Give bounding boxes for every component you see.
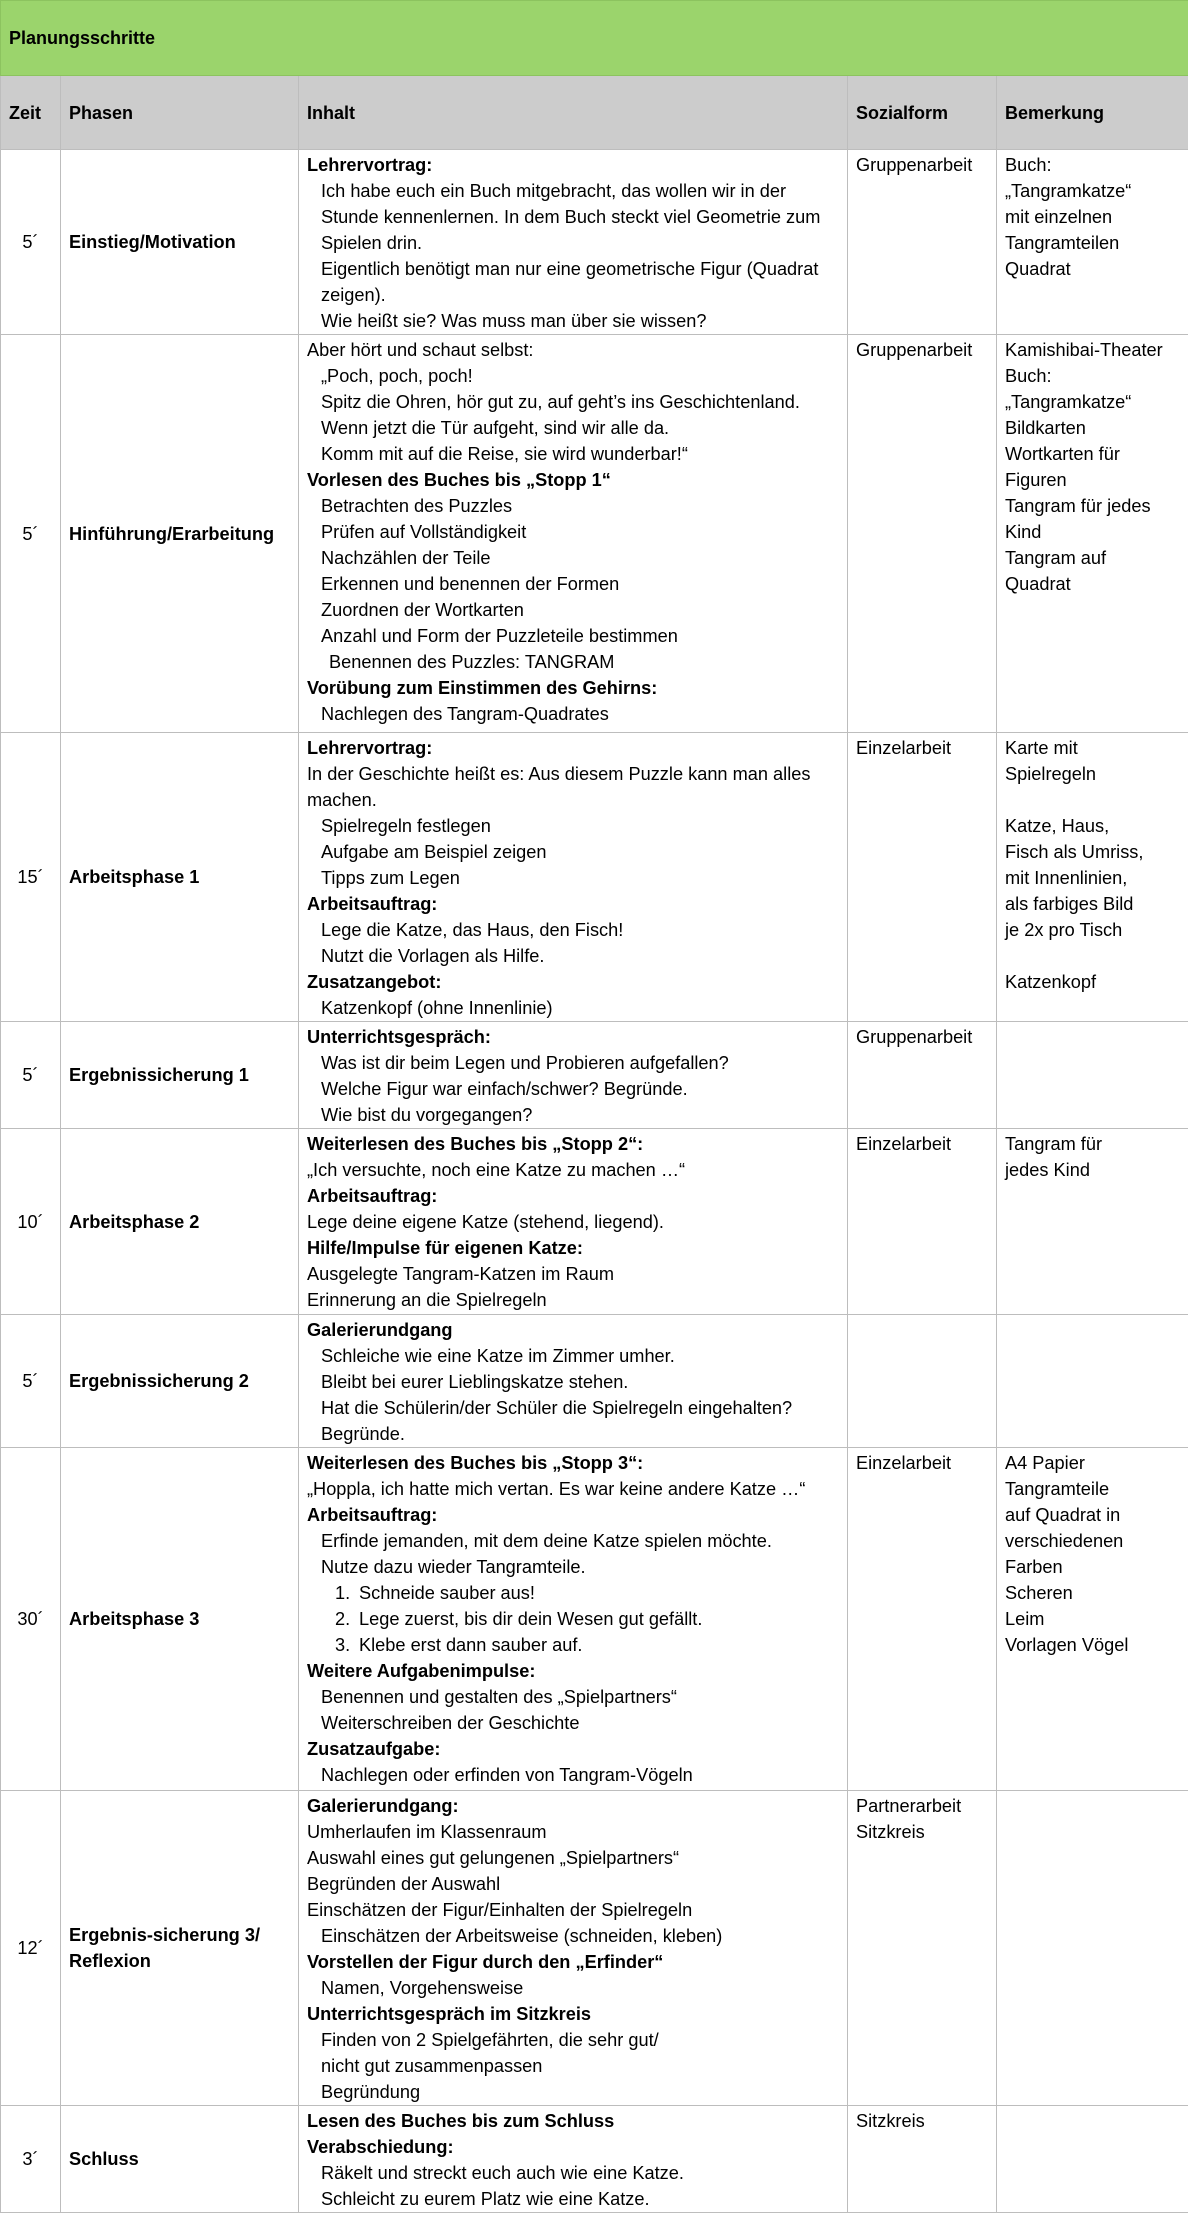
cell-zeit: 5´ [1,1022,61,1129]
text-line: Begründung [307,2079,839,2105]
text-line: machen. [307,787,839,813]
text-line: mit einzelnen [1005,204,1180,230]
phase-label: Arbeitsphase 2 [69,1209,290,1235]
cell-sozialform [848,2106,997,2213]
cell-bemerkung [997,1791,1188,2106]
text-line: Erfinde jemanden, mit dem deine Katze spielen möchte. [307,1528,839,1554]
header-inhalt: Inhalt [299,76,848,150]
cell-phase [61,1448,299,1791]
text-line: Unterrichtsgespräch: [307,1024,839,1050]
text-line: Spielregeln festlegen [307,813,839,839]
text-line: Vorlagen Vögel [1005,1632,1180,1658]
cell-sozialform [848,1315,997,1448]
text-line: Kind [1005,519,1180,545]
header-zeit: Zeit [1,76,61,150]
cell-sozialform [848,1448,997,1791]
text-line: Arbeitsauftrag: [307,891,839,917]
text-line: Partnerarbeit [856,1793,988,1819]
phase-label: Ergebnis-sicherung 3/ [69,1922,290,1948]
text-line: Welche Figur war einfach/schwer? Begründe. [307,1076,839,1102]
text-line: Figuren [1005,467,1180,493]
text-line: Weiterlesen des Buches bis „Stopp 2“: [307,1131,839,1157]
text-line: auf Quadrat in [1005,1502,1180,1528]
text-line: Einzelarbeit [856,1450,988,1476]
header-phasen: Phasen [61,76,299,150]
text-line: Scheren [1005,1580,1180,1606]
text-line: Zusatzaufgabe: [307,1736,839,1762]
text-line [1005,943,1180,969]
table-row [1,335,1188,733]
text-line: Vorübung zum Einstimmen des Gehirns: [307,675,839,701]
text-line: als farbiges Bild [1005,891,1180,917]
phase-label: Schluss [69,2146,290,2172]
cell-zeit: 30´ [1,1448,61,1791]
text-line: „Tangramkatze“ [1005,178,1180,204]
header-row [1,76,1188,150]
cell-inhalt [299,150,848,335]
table-row [1,1022,1188,1129]
text-line: Wortkarten für [1005,441,1180,467]
text-line: Einzelarbeit [856,1131,988,1157]
cell-zeit: 5´ [1,1315,61,1448]
cell-sozialform [848,1022,997,1129]
table-row [1,150,1188,335]
text-line: Finden von 2 Spielgefährten, die sehr gut/ [307,2027,839,2053]
text-line: Einschätzen der Arbeitsweise (schneiden, kleben) [307,1923,839,1949]
text-line: Vorlesen des Buches bis „Stopp 1“ [307,467,839,493]
text-line: Gruppenarbeit [856,152,988,178]
text-line: Katzenkopf (ohne Innenlinie) [307,995,839,1021]
title-row [1,1,1188,76]
header-bemerkung: Bemerkung [997,76,1188,150]
item-text: Schneide sauber aus! [359,1583,535,1603]
cell-phase [61,2106,299,2213]
text-line: Tangram für [1005,1131,1180,1157]
text-line: „Ich versuchte, noch eine Katze zu machen …“ [307,1157,839,1183]
item-number: 2. [335,1606,359,1632]
cell-zeit: 3´ [1,2106,61,2213]
text-line: Lege die Katze, das Haus, den Fisch! [307,917,839,943]
text-line: nicht gut zusammenpassen [307,2053,839,2079]
text-line: jedes Kind [1005,1157,1180,1183]
table-title: Planungsschritte [1,1,1188,76]
text-line: Begründen der Auswahl [307,1871,839,1897]
phase-label: Hinführung/Erarbeitung [69,521,290,547]
text-line: Karte mit [1005,735,1180,761]
text-line: Aber hört und schaut selbst: [307,337,839,363]
text-line: Farben [1005,1554,1180,1580]
text-line: Erinnerung an die Spielregeln [307,1287,839,1313]
cell-bemerkung [997,733,1188,1022]
text-line: Nachlegen des Tangram-Quadrates [307,701,839,727]
text-line: Hilfe/Impulse für eigenen Katze: [307,1235,839,1261]
phase-label: Arbeitsphase 3 [69,1606,290,1632]
text-line: Was ist dir beim Legen und Probieren aufgefallen? [307,1050,839,1076]
phase-label: Arbeitsphase 1 [69,864,290,890]
text-line: Tangramteilen [1005,230,1180,256]
cell-bemerkung [997,150,1188,335]
text-line: Prüfen auf Vollständigkeit [307,519,839,545]
text-line: Buch: [1005,363,1180,389]
cell-bemerkung [997,1129,1188,1315]
text-line: Spitz die Ohren, hör gut zu, auf geht’s ins Geschichtenland. [307,389,839,415]
cell-phase [61,1022,299,1129]
cell-inhalt [299,1791,848,2106]
cell-inhalt [299,1315,848,1448]
cell-zeit: 15´ [1,733,61,1022]
cell-phase [61,1129,299,1315]
cell-phase [61,733,299,1022]
text-line: Lehrervortrag: [307,735,839,761]
text-line: Weitere Aufgabenimpulse: [307,1658,839,1684]
numbered-item [307,1632,839,1658]
text-line: Lege deine eigene Katze (stehend, liegend). [307,1209,839,1235]
cell-inhalt [299,1022,848,1129]
text-line: Zusatzangebot: [307,969,839,995]
text-line: mit Innenlinien, [1005,865,1180,891]
item-text: Klebe erst dann sauber auf. [359,1635,582,1655]
text-line: Bleibt bei eurer Lieblingskatze stehen. [307,1369,839,1395]
text-line: Tipps zum Legen [307,865,839,891]
text-line: Sitzkreis [856,1819,988,1845]
text-line: Betrachten des Puzzles [307,493,839,519]
numbered-item [307,1580,839,1606]
text-line: Namen, Vorgehensweise [307,1975,839,2001]
cell-zeit: 5´ [1,150,61,335]
text-line: Arbeitsauftrag: [307,1183,839,1209]
text-line: Zuordnen der Wortkarten [307,597,839,623]
text-line: Bildkarten [1005,415,1180,441]
text-line: Lesen des Buches bis zum Schluss [307,2108,839,2134]
text-line: Gruppenarbeit [856,1024,988,1050]
cell-inhalt [299,1448,848,1791]
text-line: Spielregeln [1005,761,1180,787]
table-row [1,1448,1188,1791]
text-line: Einschätzen der Figur/Einhalten der Spielregeln [307,1897,839,1923]
cell-phase [61,150,299,335]
text-line: „Poch, poch, poch! [307,363,839,389]
cell-bemerkung [997,1315,1188,1448]
cell-phase [61,1315,299,1448]
text-line: Galerierundgang [307,1317,839,1343]
numbered-item [307,1606,839,1632]
text-line: Tangram für jedes [1005,493,1180,519]
text-line: Katze, Haus, [1005,813,1180,839]
text-line: Quadrat [1005,571,1180,597]
text-line: Wie heißt sie? Was muss man über sie wissen? [307,308,839,334]
text-line: Nachzählen der Teile [307,545,839,571]
text-line: Gruppenarbeit [856,337,988,363]
text-line: Nutzt die Vorlagen als Hilfe. [307,943,839,969]
text-line: Kamishibai-Theater [1005,337,1180,363]
cell-zeit: 12´ [1,1791,61,2106]
cell-zeit: 10´ [1,1129,61,1315]
table-row [1,1791,1188,2106]
text-line: Nutze dazu wieder Tangramteile. [307,1554,839,1580]
text-line: Hat die Schülerin/der Schüler die Spielregeln eingehalten? [307,1395,839,1421]
table-row [1,1315,1188,1448]
text-line: Katzenkopf [1005,969,1180,995]
text-line: A4 Papier [1005,1450,1180,1476]
text-line: Anzahl und Form der Puzzleteile bestimmen [307,623,839,649]
text-line: Schleicht zu eurem Platz wie eine Katze. [307,2186,839,2212]
text-line: Wenn jetzt die Tür aufgeht, sind wir alle da. [307,415,839,441]
cell-sozialform [848,335,997,733]
text-line: Auswahl eines gut gelungenen „Spielpartners“ [307,1845,839,1871]
phase-label: Ergebnissicherung 1 [69,1062,290,1088]
cell-bemerkung [997,2106,1188,2213]
text-line: Buch: [1005,152,1180,178]
cell-sozialform [848,1129,997,1315]
text-line: Eigentlich benötigt man nur eine geometrische Figur (Quadrat [307,256,839,282]
cell-inhalt [299,1129,848,1315]
cell-inhalt [299,335,848,733]
text-line: Komm mit auf die Reise, sie wird wunderbar!“ [307,441,839,467]
text-line: verschiedenen [1005,1528,1180,1554]
cell-phase [61,335,299,733]
text-line: Benennen des Puzzles: TANGRAM [307,649,839,675]
cell-inhalt [299,2106,848,2213]
text-line: Ausgelegte Tangram-Katzen im Raum [307,1261,839,1287]
text-line: „Hoppla, ich hatte mich vertan. Es war keine andere Katze …“ [307,1476,839,1502]
text-line: Wie bist du vorgegangen? [307,1102,839,1128]
text-line: Einzelarbeit [856,735,988,761]
text-line: Sitzkreis [856,2108,988,2134]
text-line [1005,787,1180,813]
phase-label: Reflexion [69,1948,290,1974]
item-number: 1. [335,1580,359,1606]
table-row [1,733,1188,1022]
text-line: Nachlegen oder erfinden von Tangram-Vögeln [307,1762,839,1788]
text-line: Vorstellen der Figur durch den „Erfinder“ [307,1949,839,1975]
text-line: Lehrervortrag: [307,152,839,178]
cell-sozialform [848,1791,997,2106]
header-sozialform: Sozialform [848,76,997,150]
cell-sozialform [848,733,997,1022]
text-line: „Tangramkatze“ [1005,389,1180,415]
text-line: Aufgabe am Beispiel zeigen [307,839,839,865]
cell-sozialform [848,150,997,335]
text-line: Verabschiedung: [307,2134,839,2160]
text-line: je 2x pro Tisch [1005,917,1180,943]
text-line: Unterrichtsgespräch im Sitzkreis [307,2001,839,2027]
table-row [1,1129,1188,1315]
text-line: Umherlaufen im Klassenraum [307,1819,839,1845]
text-line: Schleiche wie eine Katze im Zimmer umher. [307,1343,839,1369]
text-line: Stunde kennenlernen. In dem Buch steckt viel Geometrie zum [307,204,839,230]
text-line: Erkennen und benennen der Formen [307,571,839,597]
text-line: Fisch als Umriss, [1005,839,1180,865]
cell-phase [61,1791,299,2106]
text-line: Räkelt und streckt euch auch wie eine Katze. [307,2160,839,2186]
text-line: In der Geschichte heißt es: Aus diesem Puzzle kann man alles [307,761,839,787]
text-line: Weiterschreiben der Geschichte [307,1710,839,1736]
phase-label: Einstieg/Motivation [69,229,290,255]
table-row [1,2106,1188,2213]
text-line: Benennen und gestalten des „Spielpartners“ [307,1684,839,1710]
text-line: Tangram auf [1005,545,1180,571]
cell-bemerkung [997,1448,1188,1791]
text-line: Weiterlesen des Buches bis „Stopp 3“: [307,1450,839,1476]
text-line: Ich habe euch ein Buch mitgebracht, das wollen wir in der [307,178,839,204]
item-number: 3. [335,1632,359,1658]
item-text: Lege zuerst, bis dir dein Wesen gut gefällt. [359,1609,702,1629]
text-line: zeigen). [307,282,839,308]
text-line: Begründe. [307,1421,839,1447]
text-line: Galerierundgang: [307,1793,839,1819]
cell-zeit: 5´ [1,335,61,733]
cell-bemerkung [997,1022,1188,1129]
text-line: Spielen drin. [307,230,839,256]
text-line: Quadrat [1005,256,1180,282]
phase-label: Ergebnissicherung 2 [69,1368,290,1394]
cell-bemerkung [997,335,1188,733]
cell-inhalt [299,733,848,1022]
text-line: Tangramteile [1005,1476,1180,1502]
text-line: Arbeitsauftrag: [307,1502,839,1528]
text-line: Leim [1005,1606,1180,1632]
